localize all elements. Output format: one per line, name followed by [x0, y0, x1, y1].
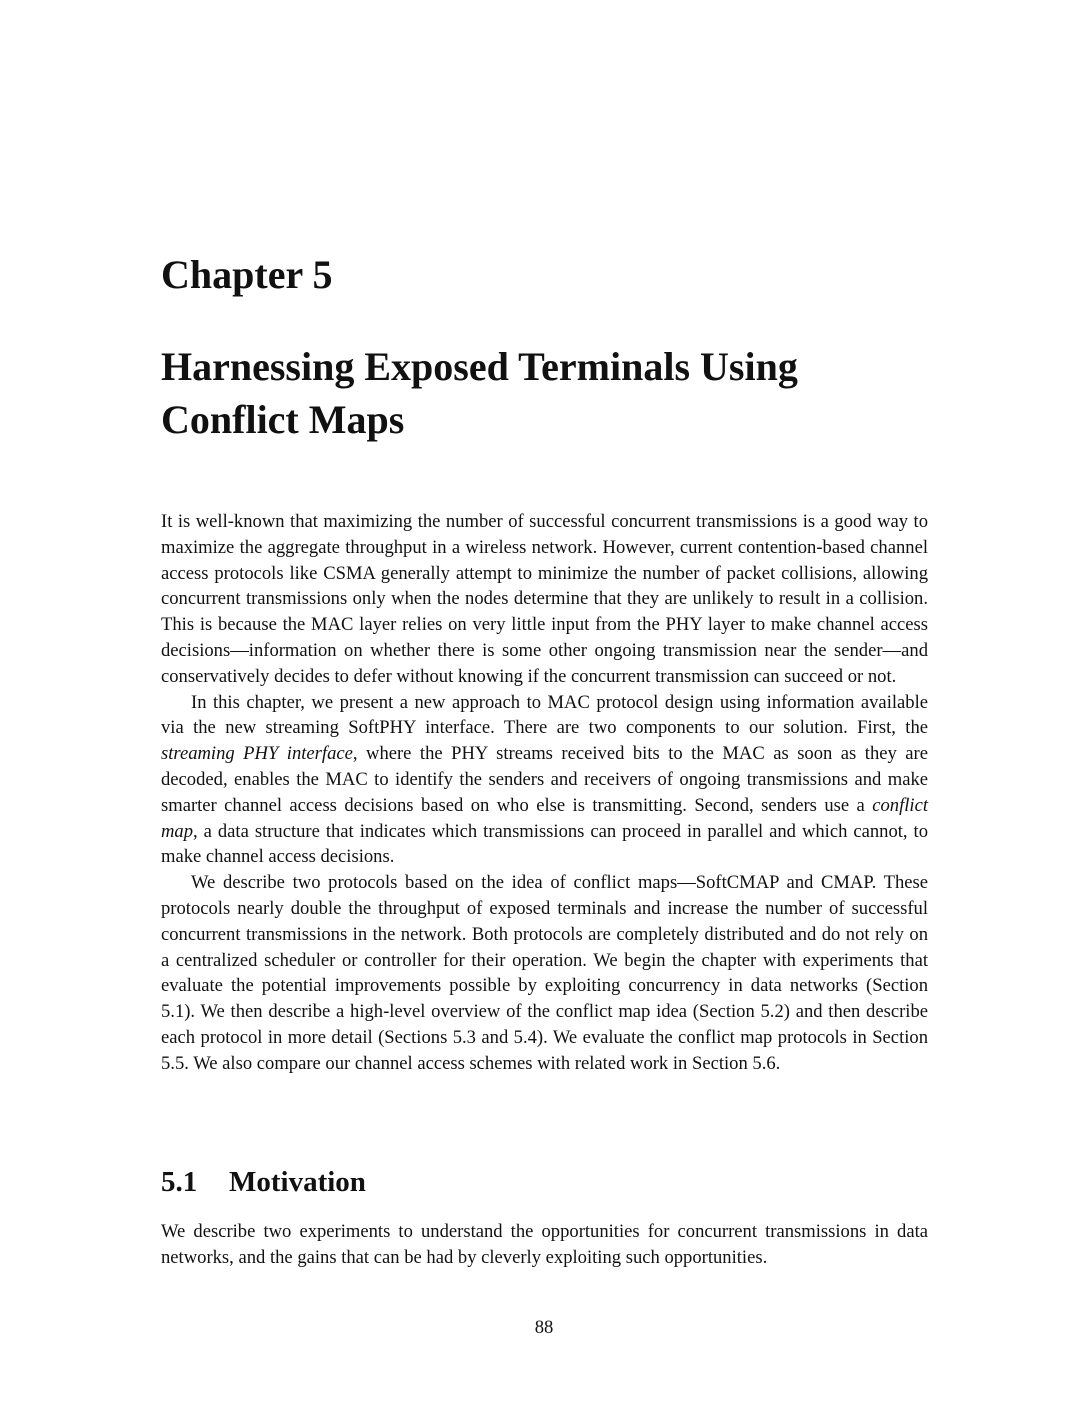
- intro-paragraph-2-part-b: , where the PHY streams received bits to the MAC as soon as they are decoded, enables the MAC to identify the senders and receivers of ongoing transmissions and make smarter channel access decisions based on who else is transmitting. Second, senders use a: [161, 743, 928, 816]
- intro-paragraph-1: It is well-known that maximizing the number of successful concurrent transmissions is a good way to maximize the aggregate throughput in a wireless network. However, current contention-based channel access protocols like CSMA generally attempt to minimize the number of packet collisions, allowing concurrent transmissions only when the nodes determine that they are unlikely to result in a collision. This is because the MAC layer relies on very little input from the PHY layer to make channel access decisions—information on whether there is some other ongoing transmission near the sender—and conservatively decides to defer without knowing if the concurrent transmission can succeed or not.: [161, 511, 928, 687]
- section-title: Motivation: [229, 1166, 366, 1198]
- intro-paragraph-2: [161, 690, 928, 871]
- motivation-paragraph-1: We describe two experiments to understand the opportunities for concurrent transmissions in data networks, and the gains that can be had by cleverly exploiting such opportunities.: [161, 1221, 928, 1268]
- chapter-label: Chapter 5: [161, 252, 333, 297]
- conflict-map-term: conflict map: [161, 794, 928, 842]
- page-number: 88: [534, 1317, 554, 1338]
- intro-paragraph-2-part-a: In this chapter, we present a new approach to MAC protocol design using information available via the new streaming SoftPHY interface. There are two components to our solution. First, the: [161, 691, 928, 739]
- section-heading: [161, 1164, 366, 1200]
- intro-paragraph-3: We describe two protocols based on the idea of conflict maps—SoftCMAP and CMAP. These protocols nearly double the throughput of exposed terminals and increase the number of successful concurrent transmissions in the network. Both protocols are completely distributed and do not rely on a centralized scheduler or controller for their operation. We begin the chapter with experiments that evaluate the potential improvements possible by exploiting concurrency in data networks (Section 5.1). We then describe a high-level overview of the conflict map idea (Section 5.2) and then describe each protocol in more detail (Sections 5.3 and 5.4). We evaluate the conflict map protocols in Section 5.5. We also compare our channel access schemes with related work in Section 5.6.: [161, 872, 928, 1074]
- streaming-phy-interface-term: streaming PHY interface: [161, 743, 353, 765]
- chapter-title: Harnessing Exposed Terminals Using Conflict Maps: [161, 344, 798, 442]
- intro-text: [161, 509, 928, 1077]
- motivation-text: [161, 1219, 928, 1271]
- intro-paragraph-2-part-c: , a data structure that indicates which transmissions can proceed in parallel and which cannot, to make channel access decisions.: [161, 820, 928, 868]
- section-number: 5.1: [161, 1166, 198, 1198]
